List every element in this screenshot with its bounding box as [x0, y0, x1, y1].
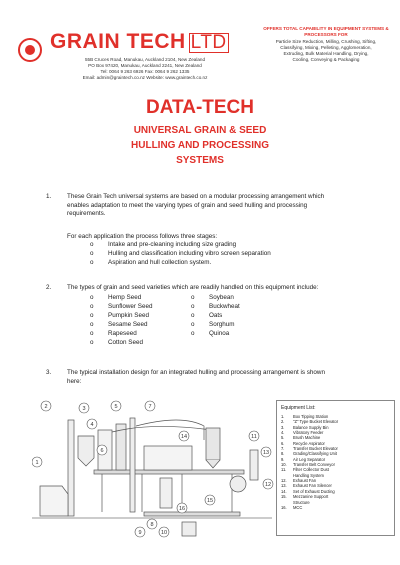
callout-number: 11 [251, 434, 257, 440]
subtitle-line: SYSTEMS [176, 155, 224, 166]
mezzanine-platform [94, 470, 244, 474]
company-logo [50, 30, 229, 54]
list-item [191, 294, 234, 303]
callout-number: 16 [178, 506, 186, 512]
paragraph-line: requirements. [67, 210, 106, 218]
equipment-label: Brush Machine [293, 435, 321, 441]
diagram-callout [263, 479, 273, 489]
diagram-callout [261, 447, 271, 457]
diagram-callout [41, 401, 51, 411]
equipment-number: 7. [281, 446, 285, 452]
callout-number: 14 [180, 434, 188, 440]
equipment-number: 16. [281, 504, 287, 510]
company-seal-icon [18, 38, 42, 62]
equipment-number: 10. [281, 462, 287, 468]
equipment-label: Exhaust Fan [293, 478, 316, 484]
equipment-label: Exhaust Fan Silencer [293, 483, 332, 489]
equipment-label: Filter Collector Dust [293, 467, 329, 473]
tagline-line: Extruding, Bulk Material Handling, Drying, [283, 51, 369, 57]
brand-name: GRAIN TECH [50, 30, 186, 53]
installation-diagram [32, 400, 278, 540]
equipment-label: Recycle Aspirator [293, 440, 325, 446]
callout-number: 13 [262, 450, 270, 456]
bullet: o [90, 294, 94, 301]
z-bucket-elevator-shape [68, 420, 74, 516]
paragraph-line: The typical installation design for an integrated hulling and processing arrangement is shown [67, 369, 325, 376]
stage-label: Aspiration and hull collection system. [108, 259, 212, 266]
bullet: o [90, 259, 94, 266]
seed-label: Hemp Seed [108, 294, 142, 301]
equipment-label: Grading/Classifying Unit [293, 451, 337, 457]
seed-label: Rapeseed [108, 330, 137, 337]
subtitle-line: UNIVERSAL GRAIN & SEED [133, 125, 267, 136]
equipment-label: Box Tipping Station [293, 414, 329, 419]
diagram-callout [145, 401, 155, 411]
equipment-number: 11. [281, 467, 287, 473]
mcc-cabinet-shape [182, 522, 196, 536]
diagram-callout [249, 431, 259, 441]
list-item [90, 330, 137, 339]
stage-label: Hulling and classification including vibro screen separation [108, 250, 271, 257]
seed-label: Buckwheat [209, 303, 240, 310]
equipment-number: 14. [281, 488, 287, 494]
callout-number: 15 [206, 498, 214, 504]
seed-label: Sorghum [209, 321, 235, 328]
callout-number: 1 [35, 460, 39, 466]
bullet: o [90, 303, 94, 310]
diagram-callout [97, 445, 107, 455]
supply-bin-shape [78, 436, 94, 466]
section-3-text [67, 369, 325, 386]
transfer-elevator-shape [130, 418, 135, 512]
equipment-number: 2. [281, 419, 285, 425]
seed-label: Quinoa [209, 330, 230, 337]
address-line: 55B Cruces Road, Manukau, Auckland 2104, New Zealand [84, 57, 206, 62]
seed-label: Sunflower Seed [108, 303, 153, 310]
equipment-label: MCC [293, 504, 303, 510]
list-item [90, 241, 236, 250]
equipment-number: 12. [281, 478, 287, 484]
callout-number: 12 [264, 482, 272, 488]
list-item [90, 259, 211, 268]
section-number: 3. [46, 369, 52, 376]
page-title: DATA-TECH [146, 97, 254, 118]
equipment-number: 13. [281, 483, 287, 489]
address-line: PO Box 97420, Manukau, Auckland 2241, New Zealand [88, 63, 202, 68]
equipment-label: "Z" Type Bucket Elevator [293, 419, 339, 425]
address-line: Tel: 0064 9 263 6926 Fax: 0064 9 262 1335 [100, 69, 190, 74]
seed-label: Soybean [209, 294, 234, 301]
callout-number: 4 [90, 422, 94, 428]
equipment-label: Transfer Bucket Elevator [293, 446, 338, 452]
diagram-callout [32, 457, 42, 467]
list-item [90, 250, 271, 259]
equipment-number: 9. [281, 456, 285, 462]
equipment-label: Structure [293, 499, 310, 505]
bullet: o [90, 321, 94, 328]
equipment-list-title: Equipment List: [281, 405, 316, 411]
diagram-callout [111, 401, 121, 411]
callout-number: 3 [82, 406, 86, 412]
callout-number: 6 [100, 448, 104, 454]
bullet: o [191, 294, 195, 301]
bullet: o [90, 339, 94, 346]
paragraph-line: These Grain Tech universal systems are based on a modular processing arrangement which [67, 193, 325, 200]
seed-label: Oats [209, 312, 223, 319]
equipment-number: 15. [281, 494, 287, 500]
tipping-station-shape [40, 486, 68, 516]
callout-number: 9 [138, 530, 142, 536]
equipment-number: 6. [281, 440, 285, 446]
filter-collector-shape [206, 428, 220, 460]
callout-number: 2 [44, 404, 48, 410]
equipment-label: Air Leg Separator [293, 456, 326, 462]
bullet: o [90, 330, 94, 337]
callout-number: 10 [160, 530, 168, 536]
bullet: o [191, 330, 195, 337]
equipment-label: Mezzanine Support [293, 494, 329, 500]
tagline-line: Particle Size Reduction, Milling, Crushing, Sifting, [275, 38, 377, 44]
tagline-highlight: OFFERS TOTAL CAPABILITY IN EQUIPMENT SYSTEMS & PROCESSORS FOR [263, 26, 389, 38]
list-item [191, 321, 235, 330]
bullet: o [90, 241, 94, 248]
equipment-list-item [281, 505, 394, 510]
diagram-callout [205, 495, 215, 505]
diagram-callout [87, 419, 97, 429]
diagram-callout [159, 527, 169, 537]
section-number: 2. [46, 284, 52, 291]
tagline-line: Classifying, Mixing, Pelleting, Agglomeration, [280, 44, 372, 50]
equipment-number: 3. [281, 424, 285, 430]
exhaust-fan-shape [230, 476, 246, 492]
list-item [90, 312, 149, 321]
grading-unit-shape [144, 446, 192, 470]
section-number: 1. [46, 193, 52, 200]
belt-conveyor-shape [144, 512, 240, 516]
brand-suffix: LTD [190, 32, 227, 53]
equipment-label: Vibratory Feeder [293, 430, 324, 436]
list-item [191, 303, 240, 312]
callout-number: 5 [114, 404, 118, 410]
company-tagline [262, 26, 390, 64]
callout-number: 7 [148, 404, 152, 410]
diagram-callout [147, 519, 157, 529]
equipment-label: Set of Exhaust Ducting [293, 488, 335, 494]
equipment-number: 4. [281, 430, 285, 436]
seed-label: Pumpkin Seed [108, 312, 149, 319]
list-item [90, 294, 141, 303]
seed-label: Sesame Seed [108, 321, 148, 328]
stages-intro: For each application the process follows three stages: [67, 233, 218, 240]
equipment-list [277, 414, 394, 510]
bullet: o [90, 312, 94, 319]
bullet: o [90, 250, 94, 257]
list-item [90, 321, 148, 330]
callout-number: 8 [150, 522, 154, 528]
equipment-label: Transfer Belt Conveyor [293, 462, 335, 468]
fan-silencer-shape [250, 450, 258, 480]
diagram-callout [177, 503, 187, 513]
section-2-text: The types of grain and seed varieties which are readily handled on this equipment include: [67, 284, 319, 291]
equipment-number: 8. [281, 451, 285, 457]
subtitle-line: HULLING AND PROCESSING [131, 140, 269, 151]
bullet: o [191, 303, 195, 310]
equipment-number: 5. [281, 435, 285, 441]
bullet: o [191, 321, 195, 328]
equipment-list-panel [276, 400, 395, 536]
diagram-callout [135, 527, 145, 537]
address-line: Email: admin@graintech.co.nz Website: www.graintech.co.nz [82, 75, 208, 80]
stage-label: Intake and pre-cleaning including size grading [108, 241, 237, 248]
list-item [191, 312, 222, 321]
diagram-callout [179, 431, 189, 441]
paragraph-line: here: [67, 377, 82, 385]
section-1-text [67, 193, 324, 219]
seed-label: Cotton Seed [108, 339, 144, 346]
list-item [90, 339, 143, 348]
equipment-label: Handling System [293, 472, 324, 478]
list-item [191, 330, 229, 339]
diagram-callout [79, 403, 89, 413]
paragraph-line: enables adaptation to meet the varying types of grain and seed hulling and processing [67, 201, 308, 209]
equipment-label: Balance Supply Bin [293, 424, 329, 430]
tagline-line: Cooling, Conveying & Packaging [292, 57, 360, 63]
list-item [90, 303, 152, 312]
equipment-number: 1. [281, 414, 285, 419]
bullet: o [191, 312, 195, 319]
